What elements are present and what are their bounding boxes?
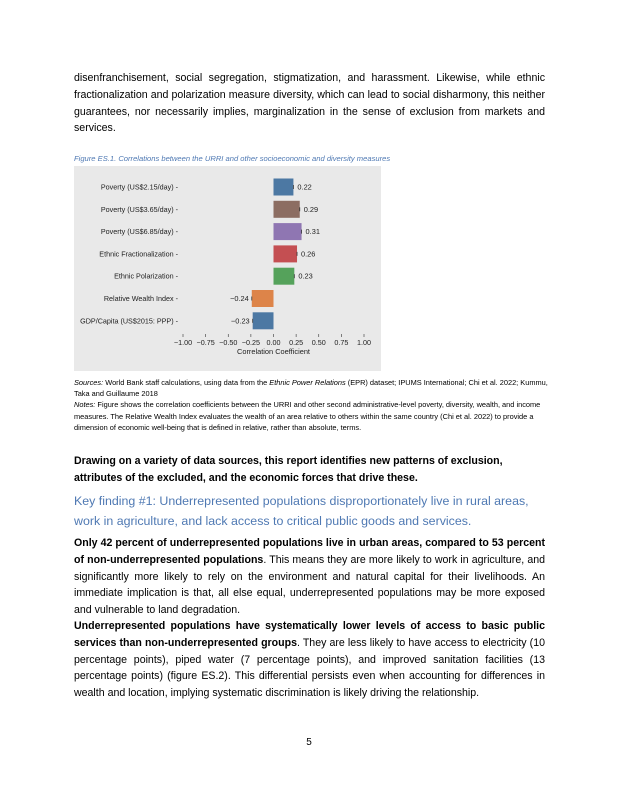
bar-3 bbox=[274, 245, 298, 262]
x-tick-label-6: 0.50 bbox=[311, 338, 326, 347]
paragraph-services bbox=[74, 618, 545, 702]
x-tick-label-2: −0.50 bbox=[219, 338, 238, 347]
bar-6 bbox=[253, 312, 274, 329]
paragraph-intro: disenfranchisement, social segregation, stigmatization, and harassment. Likewise, while ethnic fractionalization and polarization measure diversity, which can lead to social disharmony, this neither guarantees, nor necessarily implies, marginalization in the sense of exclusion from markets and services. bbox=[74, 72, 545, 135]
value-label-6: −0.23 bbox=[230, 316, 250, 326]
paragraph-services-rest: . They are less likely to have access to electricity (10 percentage points), piped water (7 percentage points), and improved sanitation facilities (13 percentage points) (figure ES.2). This differential persists even when accounting for differences in wealth and location, implying systematic discrimination is likely driving the relationship. bbox=[74, 636, 545, 700]
bar-5 bbox=[252, 290, 274, 307]
summary-statement: Drawing on a variety of data sources, this report identifies new patterns of exclusion, attributes of the excluded, and the economic forces that drive these. bbox=[74, 455, 503, 484]
value-label-2: 0.31 bbox=[305, 227, 320, 237]
paragraph-urban bbox=[74, 535, 545, 619]
category-label-5: Relative Wealth Index - bbox=[103, 294, 178, 303]
value-label-0: 0.22 bbox=[297, 182, 312, 192]
sources-label: Sources: bbox=[74, 378, 104, 387]
value-label-5: −0.24 bbox=[230, 294, 249, 303]
page-number: 5 bbox=[306, 737, 312, 748]
paragraph-urban-rest: . This means they are more likely to work in agriculture, and significantly more likely to rely on the environment and natural capital for their livelihoods. An immediate implication is that, all else equal, underrepresented populations may be more exposed and vulnerable to land degradation. bbox=[74, 553, 545, 617]
notes-text: Figure shows the correlation coefficients between the URRI and other second administrative-level poverty, diversity, wealth, and income measures. The Relative Wealth Index evaluates the wealth of an area relative to others within the same country (Chi et al. 2022) to provide a dimension of economic well-being that is defined in relative, rather than absolute, terms. bbox=[74, 400, 541, 432]
sources-text-a: World Bank staff calculations, using data from the bbox=[103, 378, 270, 387]
bar-2 bbox=[274, 223, 302, 240]
category-label-4: Ethnic Polarization - bbox=[114, 271, 178, 281]
notes-label: Notes: bbox=[74, 400, 96, 410]
category-label-3: Ethnic Fractionalization - bbox=[99, 249, 178, 259]
sources-text-b: (EPR) dataset; IPUMS International; Chi et al. 2022; Kummu, Taka and Guillaume 2018 bbox=[74, 378, 548, 399]
bar-0 bbox=[274, 179, 294, 196]
paragraph-urban-bold: Only 42 percent of underrepresented populations live in urban areas, compared to 53 percent of non-underrepresented populations bbox=[74, 537, 545, 566]
key-finding-heading: Key finding #1: Underrepresented populations disproportionately live in rural areas, work in agriculture, and lack access to critical public goods and services. bbox=[74, 494, 529, 528]
figure-notes bbox=[74, 377, 554, 433]
x-tick-label-7: 0.75 bbox=[334, 338, 349, 347]
x-tick-label-8: 1.00 bbox=[357, 338, 371, 347]
x-axis-label: Correlation Coefficient bbox=[237, 347, 310, 356]
x-tick-label-0: −1.00 bbox=[173, 338, 193, 347]
sources-italic: Ethnic Power Relations bbox=[269, 378, 346, 387]
category-label-6: GDP/Capita (US$2015: PPP) - bbox=[80, 316, 178, 326]
category-label-1: Poverty (US$3.65/day) - bbox=[100, 204, 178, 214]
chart-svg bbox=[74, 166, 381, 371]
x-tick-label-5: 0.25 bbox=[289, 338, 304, 347]
bar-1 bbox=[274, 201, 300, 218]
paragraph-services-bold: Underrepresented populations have systematically lower levels of access to basic public services than non-underrepresented groups bbox=[74, 620, 545, 649]
value-label-3: 0.26 bbox=[301, 249, 316, 259]
value-label-1: 0.29 bbox=[303, 204, 319, 214]
category-label-2: Poverty (US$6.85/day) - bbox=[100, 227, 178, 237]
category-label-0: Poverty (US$2.15/day) - bbox=[100, 182, 178, 192]
bar-4 bbox=[274, 268, 295, 285]
figure-caption: Figure ES.1. Correlations between the URRI and other socioeconomic and diversity measures bbox=[74, 154, 391, 163]
value-label-4: 0.23 bbox=[298, 271, 313, 281]
x-tick-label-1: −0.75 bbox=[196, 338, 215, 347]
x-tick-label-3: −0.25 bbox=[241, 338, 260, 347]
correlation-chart bbox=[74, 166, 381, 371]
x-tick-label-4: 0.00 bbox=[266, 338, 281, 347]
